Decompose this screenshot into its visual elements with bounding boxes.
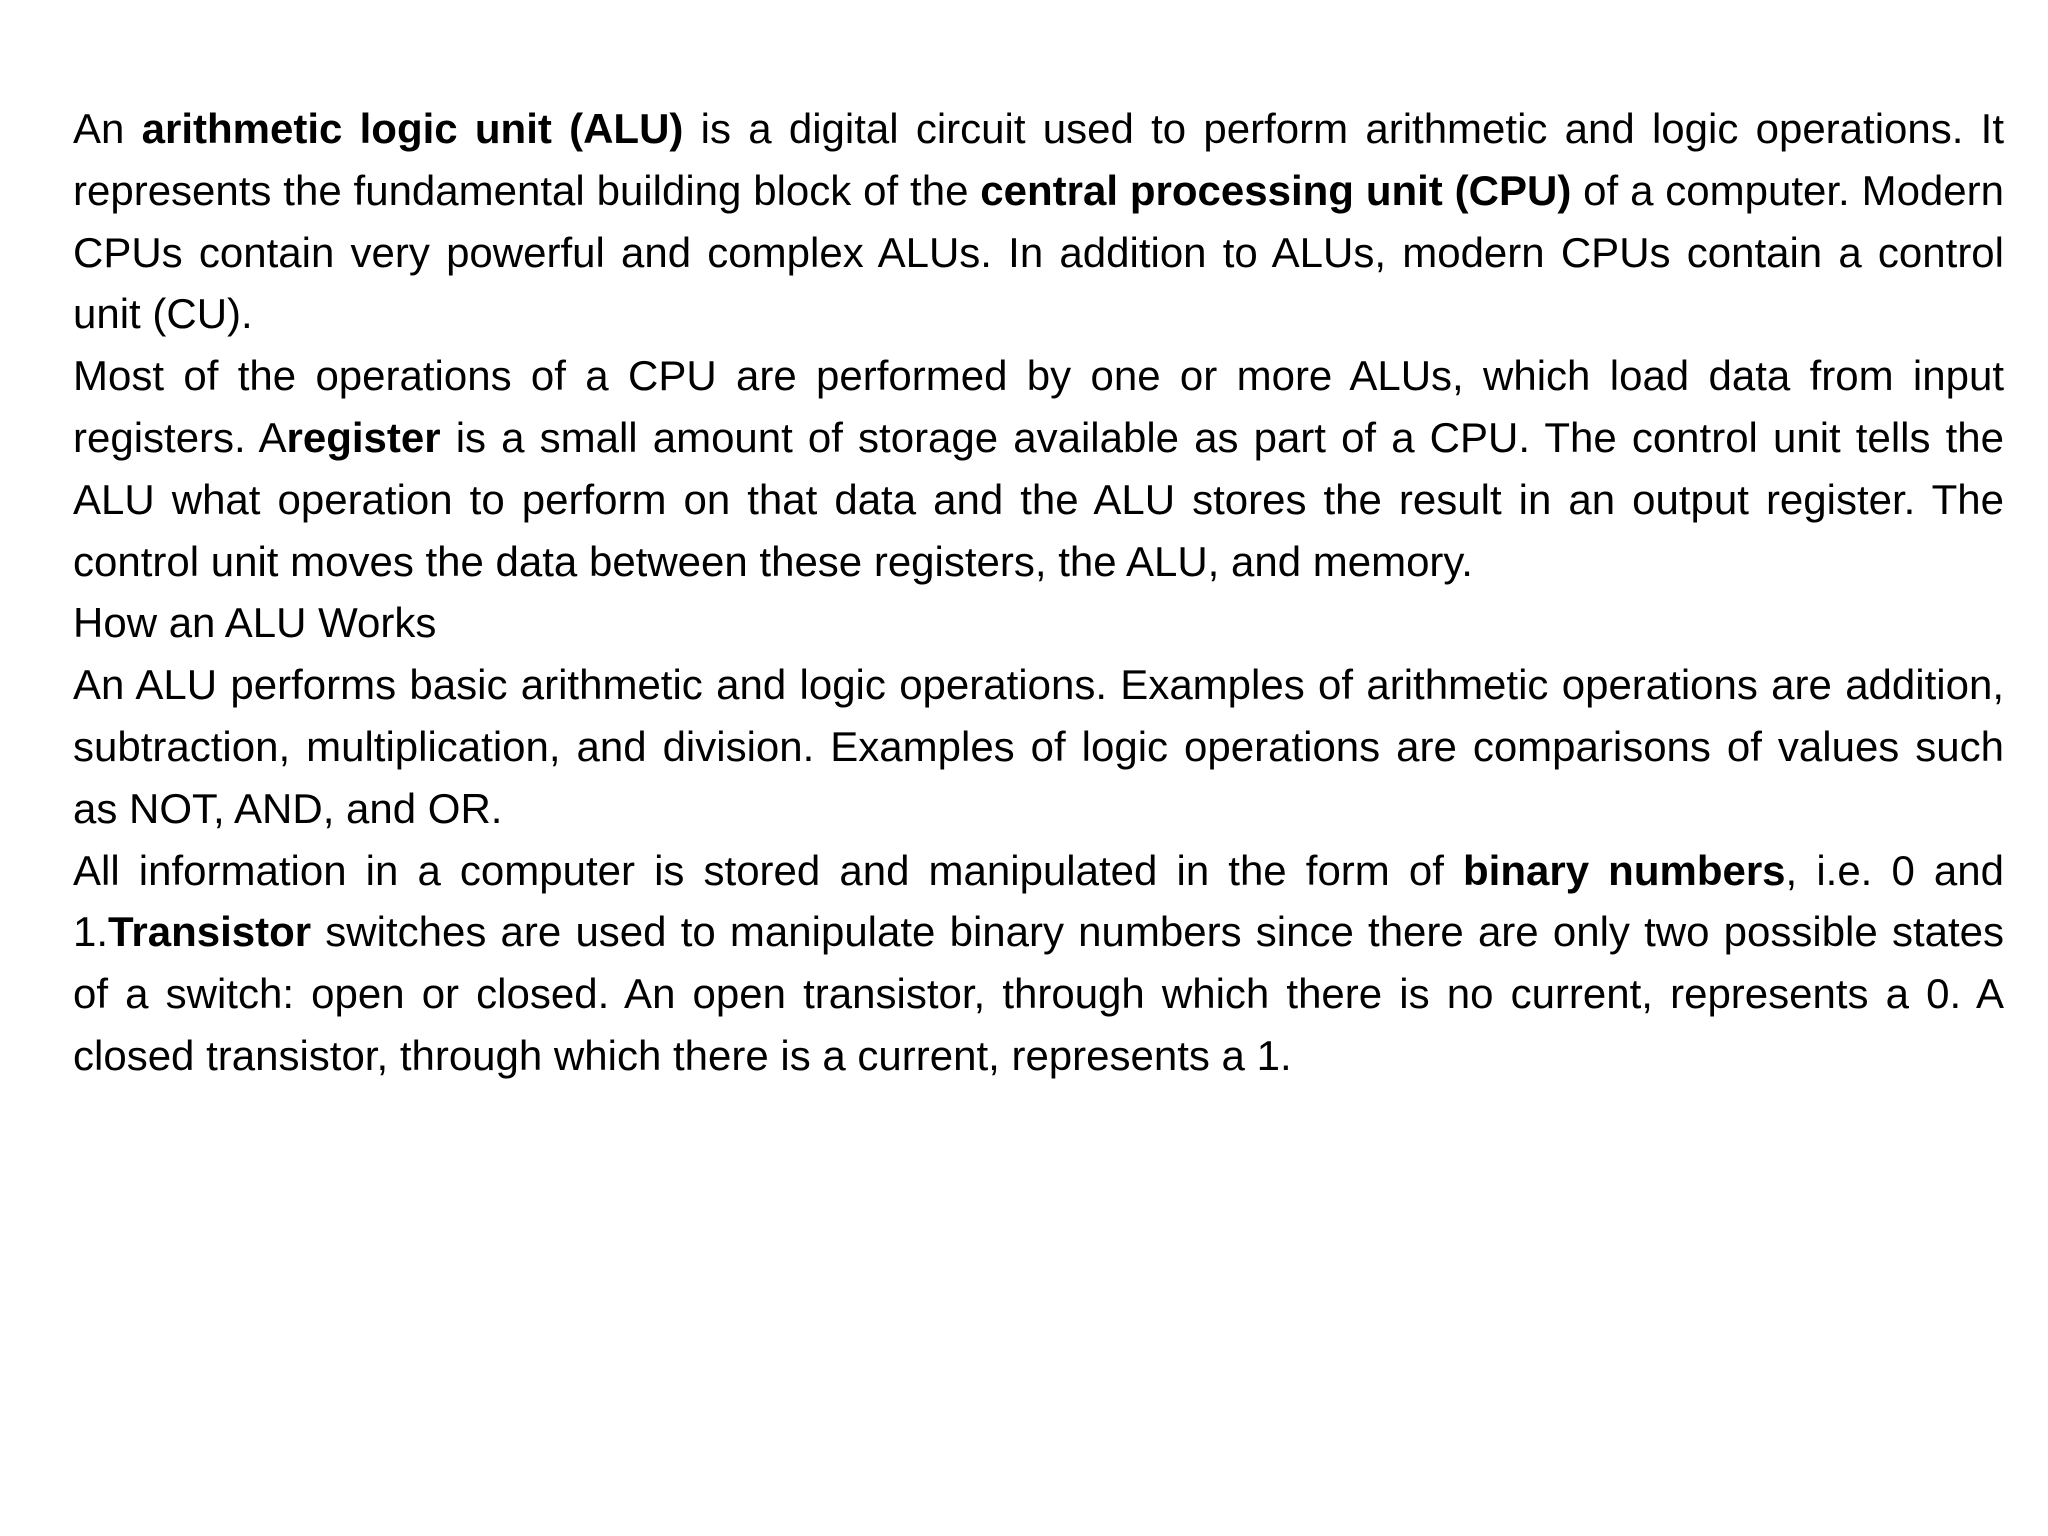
bold-term-transistor: Transistor — [108, 908, 312, 956]
document-body — [73, 98, 2004, 1087]
bold-term-binary-numbers: binary numbers — [1463, 846, 1786, 894]
text-segment: Most of the operations of a CPU are performed by one or more ALUs, which load data from input registers. A — [73, 352, 2004, 461]
paragraph-alu-operations — [73, 345, 2004, 592]
text-segment: An ALU performs basic arithmetic and logic operations. Examples of arithmetic operations are addition, subtraction, multiplication, and division. Examples of logic operations are comparisons of values such as NOT, AND, and OR. — [73, 661, 2004, 832]
bold-term-register: register — [286, 413, 441, 461]
text-segment: , i.e. 0 and 1. — [73, 846, 2004, 956]
text-segment: switches are used to manipulate binary numbers since there are only two possible states of a switch: open or closed. An open transistor, through which there is no current, represents a 0. A closed transistor, through which there is a current, represents a 1. — [73, 908, 2004, 1079]
bold-term-cpu: central processing unit (CPU) — [980, 166, 1572, 214]
section-heading: How an ALU Works — [73, 599, 437, 647]
paragraph-binary-transistor — [73, 840, 2004, 1087]
text-segment: is a digital circuit used to perform arithmetic and logic operations. It represents the fundamental building block of the — [73, 105, 2005, 214]
text-segment: All information in a computer is stored and manipulated in the form of — [73, 846, 1464, 894]
paragraph-alu-examples — [73, 654, 2004, 839]
text-segment: is a small amount of storage available as part of a CPU. The control unit tells the ALU what operation to perform on that data and the ALU stores the result in an output register. The control unit moves the data between these registers, the ALU, and memory. — [73, 413, 2004, 585]
bold-term-alu: arithmetic logic unit (ALU) — [141, 105, 684, 152]
text-segment: of a computer. Modern CPUs contain very powerful and complex ALUs. In addition to ALUs, modern CPUs contain a control unit (CU). — [73, 166, 2004, 338]
paragraph-alu-definition — [73, 98, 2004, 345]
text-segment: An — [73, 105, 142, 152]
